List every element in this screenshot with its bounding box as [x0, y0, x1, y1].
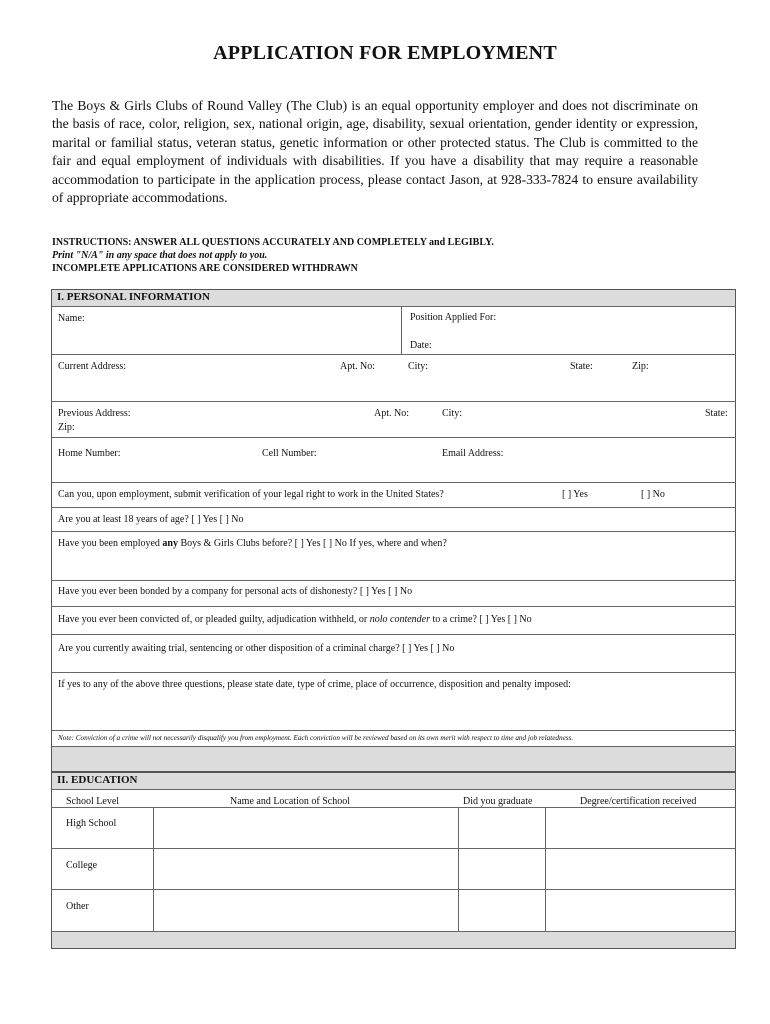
date-label: Date:	[410, 340, 432, 351]
work-verification-no-checkbox[interactable]: [ ] No	[641, 489, 665, 500]
prior-employment-text-pre: Have you been employed	[58, 538, 163, 549]
personal-footer-band	[52, 747, 735, 771]
conviction-note: Note: Conviction of a crime will not necessarily disqualify you from employment. Each conviction will be reviewed based on its own merit with respect to time and job relatedness.	[58, 734, 574, 742]
previous-address-field[interactable]	[150, 404, 734, 434]
instructions-line-1: INSTRUCTIONS: ANSWER ALL QUESTIONS ACCURATELY AND COMPLETELY and LEGIBLY.	[52, 237, 494, 248]
other-name-field[interactable]	[154, 890, 457, 930]
high-school-name-field[interactable]	[154, 808, 457, 847]
column-school-name: Name and Location of School	[230, 796, 350, 807]
conviction-question[interactable]	[58, 614, 532, 625]
conviction-text-pre: Have you ever been convicted of, or pleaded guilty, adjudication withheld, or	[58, 614, 370, 625]
current-state-label: State:	[570, 361, 593, 372]
work-verification-question: Can you, upon employment, submit verification of your legal right to work in the United States?	[58, 489, 444, 500]
college-degree-field[interactable]	[546, 849, 734, 888]
page-title: APPLICATION FOR EMPLOYMENT	[213, 42, 557, 64]
position-label: Position Applied For:	[410, 312, 497, 323]
column-graduate: Did you graduate	[463, 796, 533, 807]
row-high-school: High School	[66, 818, 117, 829]
date-field[interactable]	[438, 334, 734, 353]
instructions-line-3: INCOMPLETE APPLICATIONS ARE CONSIDERED WITHDRAWN	[52, 263, 358, 274]
high-school-degree-field[interactable]	[546, 808, 734, 847]
high-school-graduate-field[interactable]	[459, 808, 544, 847]
name-field[interactable]	[52, 327, 399, 353]
conviction-nolo-contender: nolo contender	[369, 614, 431, 625]
work-verification-yes-checkbox[interactable]: [ ] Yes	[562, 489, 588, 500]
prior-employment-question[interactable]	[58, 538, 447, 549]
name-label: Name:	[58, 313, 85, 324]
email-label: Email Address:	[442, 448, 504, 459]
current-zip-label: Zip:	[632, 361, 649, 372]
intro-paragraph: The Boys & Girls Clubs of Round Valley (The Club) is an equal opportunity employer and does not discriminate on the basis of race, color, religion, sex, national origin, age, disability, sexual orientation, gender identity or expression, marital or familial status, veteran status, genetic information or other protected status. The Club is committed to the fair and equal employment of individuals with disabilities. If you have a disability that may require a reasonable accommodation to participate in the application process, please contact Jason, at 928-333-7824 to ensure availability of appropriate accommodations.	[52, 98, 698, 206]
conviction-text-post: to a crime? [ ] Yes [ ] No	[430, 614, 532, 625]
conviction-details-field[interactable]	[52, 694, 734, 728]
other-degree-field[interactable]	[546, 890, 734, 930]
current-address-label: Current Address:	[58, 361, 127, 372]
prior-employment-details-field[interactable]	[52, 553, 734, 578]
previous-zip-label: Zip:	[58, 422, 75, 433]
prior-employment-text-post: Boys & Girls Clubs before? [ ] Yes [ ] No If yes, where and when?	[177, 538, 447, 549]
contact-numbers-field[interactable]	[52, 462, 734, 480]
previous-address-label: Previous Address:	[58, 408, 131, 419]
prior-employment-any: any	[162, 538, 178, 549]
education-section-header: II. EDUCATION	[57, 774, 138, 786]
age-question[interactable]: Are you at least 18 years of age? [ ] Yes [ ] No	[58, 514, 244, 525]
position-field[interactable]	[510, 308, 734, 330]
row-college: College	[66, 860, 98, 871]
row-other: Other	[66, 901, 89, 912]
awaiting-trial-question[interactable]: Are you currently awaiting trial, sentencing or other disposition of a criminal charge? [ ] Yes [ ] No	[58, 643, 455, 654]
college-graduate-field[interactable]	[459, 849, 544, 888]
education-footer-band	[52, 932, 735, 948]
previous-city-label: City:	[442, 408, 463, 419]
cell-number-label: Cell Number:	[262, 448, 317, 459]
personal-section-header: I. PERSONAL INFORMATION	[57, 291, 210, 303]
current-address-field[interactable]	[52, 375, 734, 399]
instructions-line-2: Print "N/A" in any space that does not apply to you.	[52, 250, 268, 261]
current-apt-label: Apt. No:	[340, 361, 375, 372]
other-graduate-field[interactable]	[459, 890, 544, 930]
college-name-field[interactable]	[154, 849, 457, 888]
current-city-label: City:	[408, 361, 429, 372]
bonded-question[interactable]: Have you ever been bonded by a company for personal acts of dishonesty? [ ] Yes [ ] No	[58, 586, 413, 597]
previous-apt-label: Apt. No:	[374, 408, 409, 419]
home-number-label: Home Number:	[58, 448, 121, 459]
conviction-details-prompt: If yes to any of the above three questions, please state date, type of crime, place of occurrence, disposition and penalty imposed:	[58, 679, 571, 690]
column-degree: Degree/certification received	[580, 796, 697, 807]
column-school-level: School Level	[66, 796, 120, 807]
instructions	[52, 236, 494, 275]
previous-state-label: State:	[705, 408, 728, 419]
